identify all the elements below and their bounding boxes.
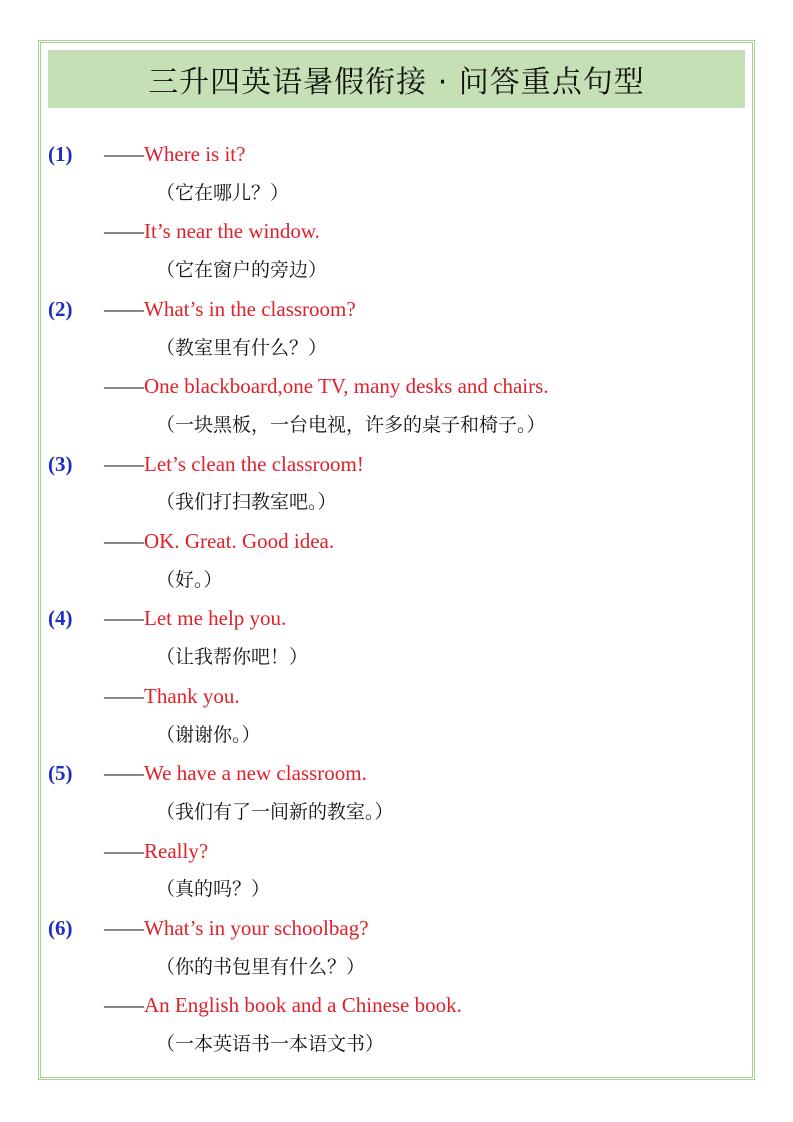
answer-english	[104, 526, 334, 556]
dialogue-dash: ——	[104, 142, 142, 166]
item-number: (3)	[48, 452, 73, 476]
dialogue-dash: ——	[104, 761, 142, 785]
dialogue-dash: ——	[104, 684, 142, 708]
item-number: (5)	[48, 761, 73, 785]
answer-english-text: It’s near the window.	[144, 219, 320, 243]
question-chinese: （它在哪儿？）	[156, 182, 290, 204]
dialogue-dash: ——	[104, 916, 142, 940]
question-english	[104, 758, 367, 788]
answer-chinese: （真的吗？）	[156, 878, 271, 900]
dialogue-dash: ——	[104, 297, 142, 321]
answer-english	[104, 371, 549, 401]
question-english-text: Where is it?	[144, 142, 246, 166]
answer-english-text: Thank you.	[144, 684, 240, 708]
dialogue-dash: ——	[104, 529, 142, 553]
answer-chinese: （它在窗户的旁边）	[156, 259, 328, 281]
answer-english-text: OK. Great. Good idea.	[144, 529, 335, 553]
answer-english	[104, 990, 462, 1020]
answer-chinese: （一块黑板，一台电视，许多的桌子和椅子。）	[156, 414, 546, 436]
dialogue-dash: ——	[104, 374, 142, 398]
question-chinese: （我们打扫教室吧。）	[156, 491, 337, 513]
answer-chinese: （谢谢你。）	[156, 724, 261, 746]
question-english	[104, 603, 286, 633]
dialogue-dash: ——	[104, 219, 142, 243]
question-english	[104, 913, 369, 943]
page-title: 三升四英语暑假衔接 · 问答重点句型	[148, 65, 645, 100]
question-english	[104, 139, 245, 169]
answer-chinese: （一本英语书一本语文书）	[156, 1033, 385, 1055]
question-english-text: We have a new classroom.	[144, 761, 367, 785]
question-english-text: Let me help you.	[144, 606, 287, 630]
item-number: (2)	[48, 297, 73, 321]
question-chinese: （教室里有什么？）	[156, 337, 328, 359]
item-number: (6)	[48, 916, 73, 940]
answer-english-text: Really?	[144, 839, 209, 863]
question-english	[104, 449, 364, 479]
question-english-text: What’s in your schoolbag?	[144, 916, 369, 940]
answer-english	[104, 216, 320, 246]
item-number: (1)	[48, 142, 73, 166]
question-chinese: （我们有了一间新的教室。）	[156, 801, 394, 823]
dialogue-dash: ——	[104, 452, 142, 476]
question-chinese: （让我帮你吧！）	[156, 646, 309, 668]
answer-english	[104, 681, 240, 711]
answer-english	[104, 836, 208, 866]
question-chinese: （你的书包里有什么？）	[156, 956, 366, 978]
item-number: (4)	[48, 606, 73, 630]
question-english	[104, 294, 356, 324]
answer-english-text: An English book and a Chinese book.	[144, 993, 462, 1017]
question-english-text: Let’s clean the classroom!	[144, 452, 364, 476]
dialogue-dash: ——	[104, 606, 142, 630]
dialogue-dash: ——	[104, 839, 142, 863]
question-english-text: What’s in the classroom?	[144, 297, 356, 321]
title-banner	[48, 50, 745, 108]
answer-english-text: One blackboard,one TV, many desks and chairs.	[144, 374, 549, 398]
dialogue-dash: ——	[104, 993, 142, 1017]
answer-chinese: （好。）	[156, 569, 223, 591]
